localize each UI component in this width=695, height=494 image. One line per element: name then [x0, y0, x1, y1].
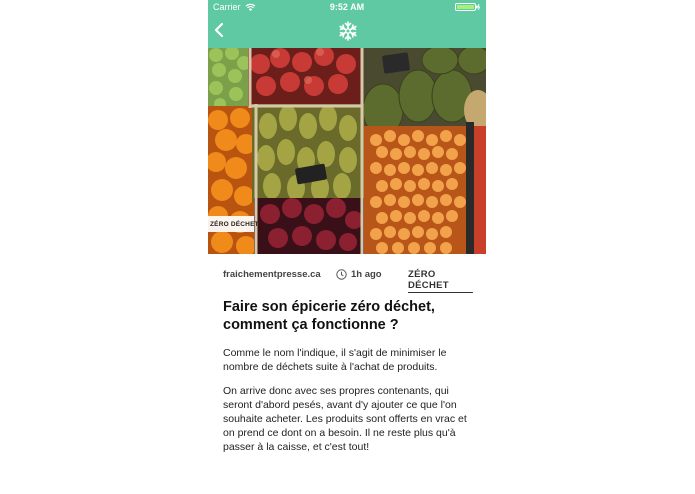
- phone-screen: [208, 0, 486, 494]
- hero-overlay-label: ZÉRO DÉCHET: [210, 221, 259, 228]
- article-time: [336, 269, 382, 280]
- chevron-left-icon[interactable]: [212, 22, 228, 38]
- article-paragraph-2: On arrive donc avec ses propres contenants, qui seront d'abord pesés, avant d'y ajouter ce que l'on souhaite acheter. Les produits sont offerts en vrac et on prend ce dont on a besoin. Il ne reste plus qu'à passer à la caisse, et c'est tout!: [223, 385, 467, 453]
- time-ago-label: 1h ago: [351, 269, 382, 280]
- carrier-label: Carrier: [213, 2, 241, 12]
- article-meta: [223, 269, 473, 291]
- article-title: Faire son épicerie zéro déchet, comment ça fonctionne ?: [223, 299, 435, 333]
- status-time: 9:52 AM: [329, 2, 365, 12]
- article-hero-image: [208, 48, 486, 254]
- article-source[interactable]: fraichementpresse.ca: [223, 269, 321, 280]
- article-tag[interactable]: ZÉRO DÉCHET: [408, 269, 473, 293]
- battery-icon: [455, 3, 481, 11]
- clock-icon: [336, 269, 347, 280]
- article-paragraph-1: Comme le nom l'indique, il s'agit de minimiser le nombre de déchets suite à l'achat de produits.: [223, 347, 447, 373]
- snowflake-logo-icon: [337, 20, 359, 42]
- navigation-bar: [208, 14, 486, 48]
- status-bar: [208, 0, 486, 14]
